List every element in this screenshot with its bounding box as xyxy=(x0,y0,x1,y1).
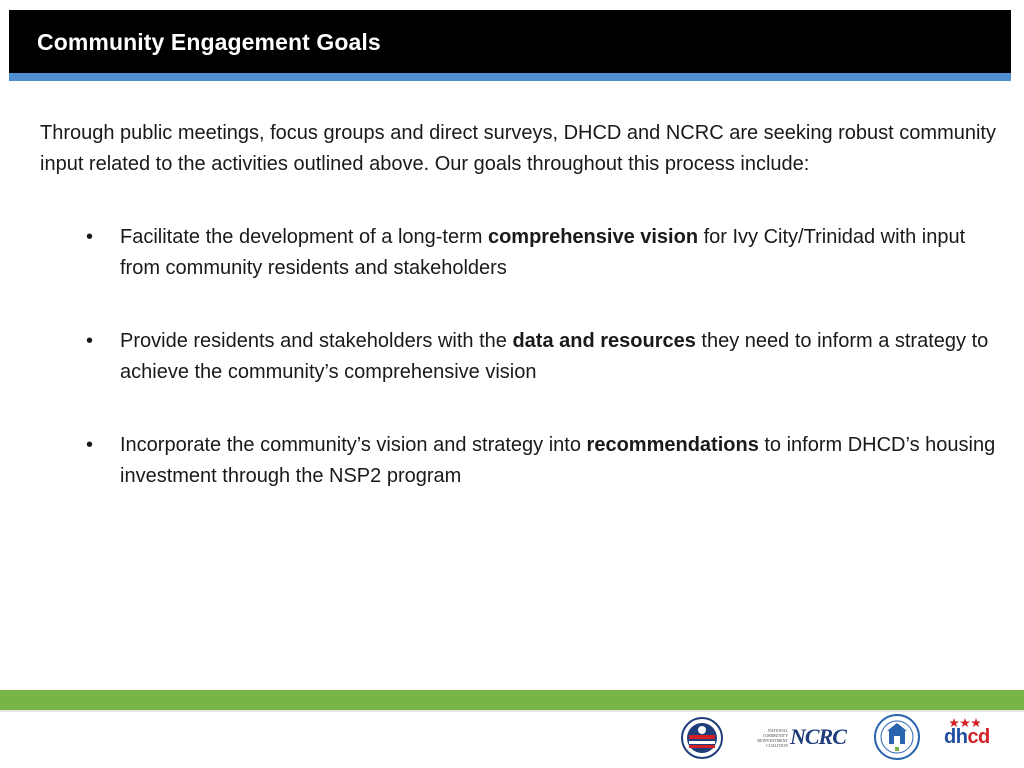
goal-text-before: Facilitate the development of a long-term xyxy=(120,226,488,248)
bullet-icon: • xyxy=(86,330,94,352)
bullet-icon: • xyxy=(86,226,94,248)
goal-item xyxy=(40,326,1000,388)
ncrc-logo: NCRC xyxy=(790,724,846,749)
intro-paragraph: Through public meetings, focus groups and direct surveys, DHCD and NCRC are seeking robust community input related to the activities outlined above. Our goals throughout this process include: xyxy=(40,122,996,175)
slide-content xyxy=(40,118,1000,492)
bullet-icon: • xyxy=(86,434,94,456)
title-bar xyxy=(9,10,1011,73)
goal-text-bold: comprehensive vision xyxy=(487,226,699,248)
ncrc-tagline: NATIONAL COMMUNITY REINVESTMENT COALITION xyxy=(757,728,788,748)
goals-list xyxy=(40,222,1000,492)
footer-logos xyxy=(0,712,1024,768)
hud-seal-icon xyxy=(874,714,920,760)
page-title: Community Engagement Goals xyxy=(37,29,381,55)
footer-bar xyxy=(0,690,1024,710)
goal-text-bold: data and resources xyxy=(512,330,696,352)
goal-text-after: they need to inform a strategy to achieve the community’s comprehensive vision xyxy=(120,330,989,383)
dhcd-logo-part1: dh xyxy=(944,726,968,748)
title-rule xyxy=(9,73,1011,81)
dhcd-logo-part2: cd xyxy=(967,726,990,748)
goal-text-before: Incorporate the community’s vision and strategy into xyxy=(120,434,587,456)
goal-text-before: Provide residents and stakeholders with the xyxy=(120,330,513,352)
dhcd-logo xyxy=(944,726,990,749)
goal-text-bold: recommendations xyxy=(586,434,759,456)
goal-item xyxy=(40,430,1000,492)
goal-text-after: for Ivy City/Trinidad with input from community residents and stakeholders xyxy=(120,226,966,279)
goal-item xyxy=(40,222,1000,284)
dc-seal-icon xyxy=(681,717,723,759)
goal-text-after: to inform DHCD’s housing investment through the NSP2 program xyxy=(120,434,996,487)
